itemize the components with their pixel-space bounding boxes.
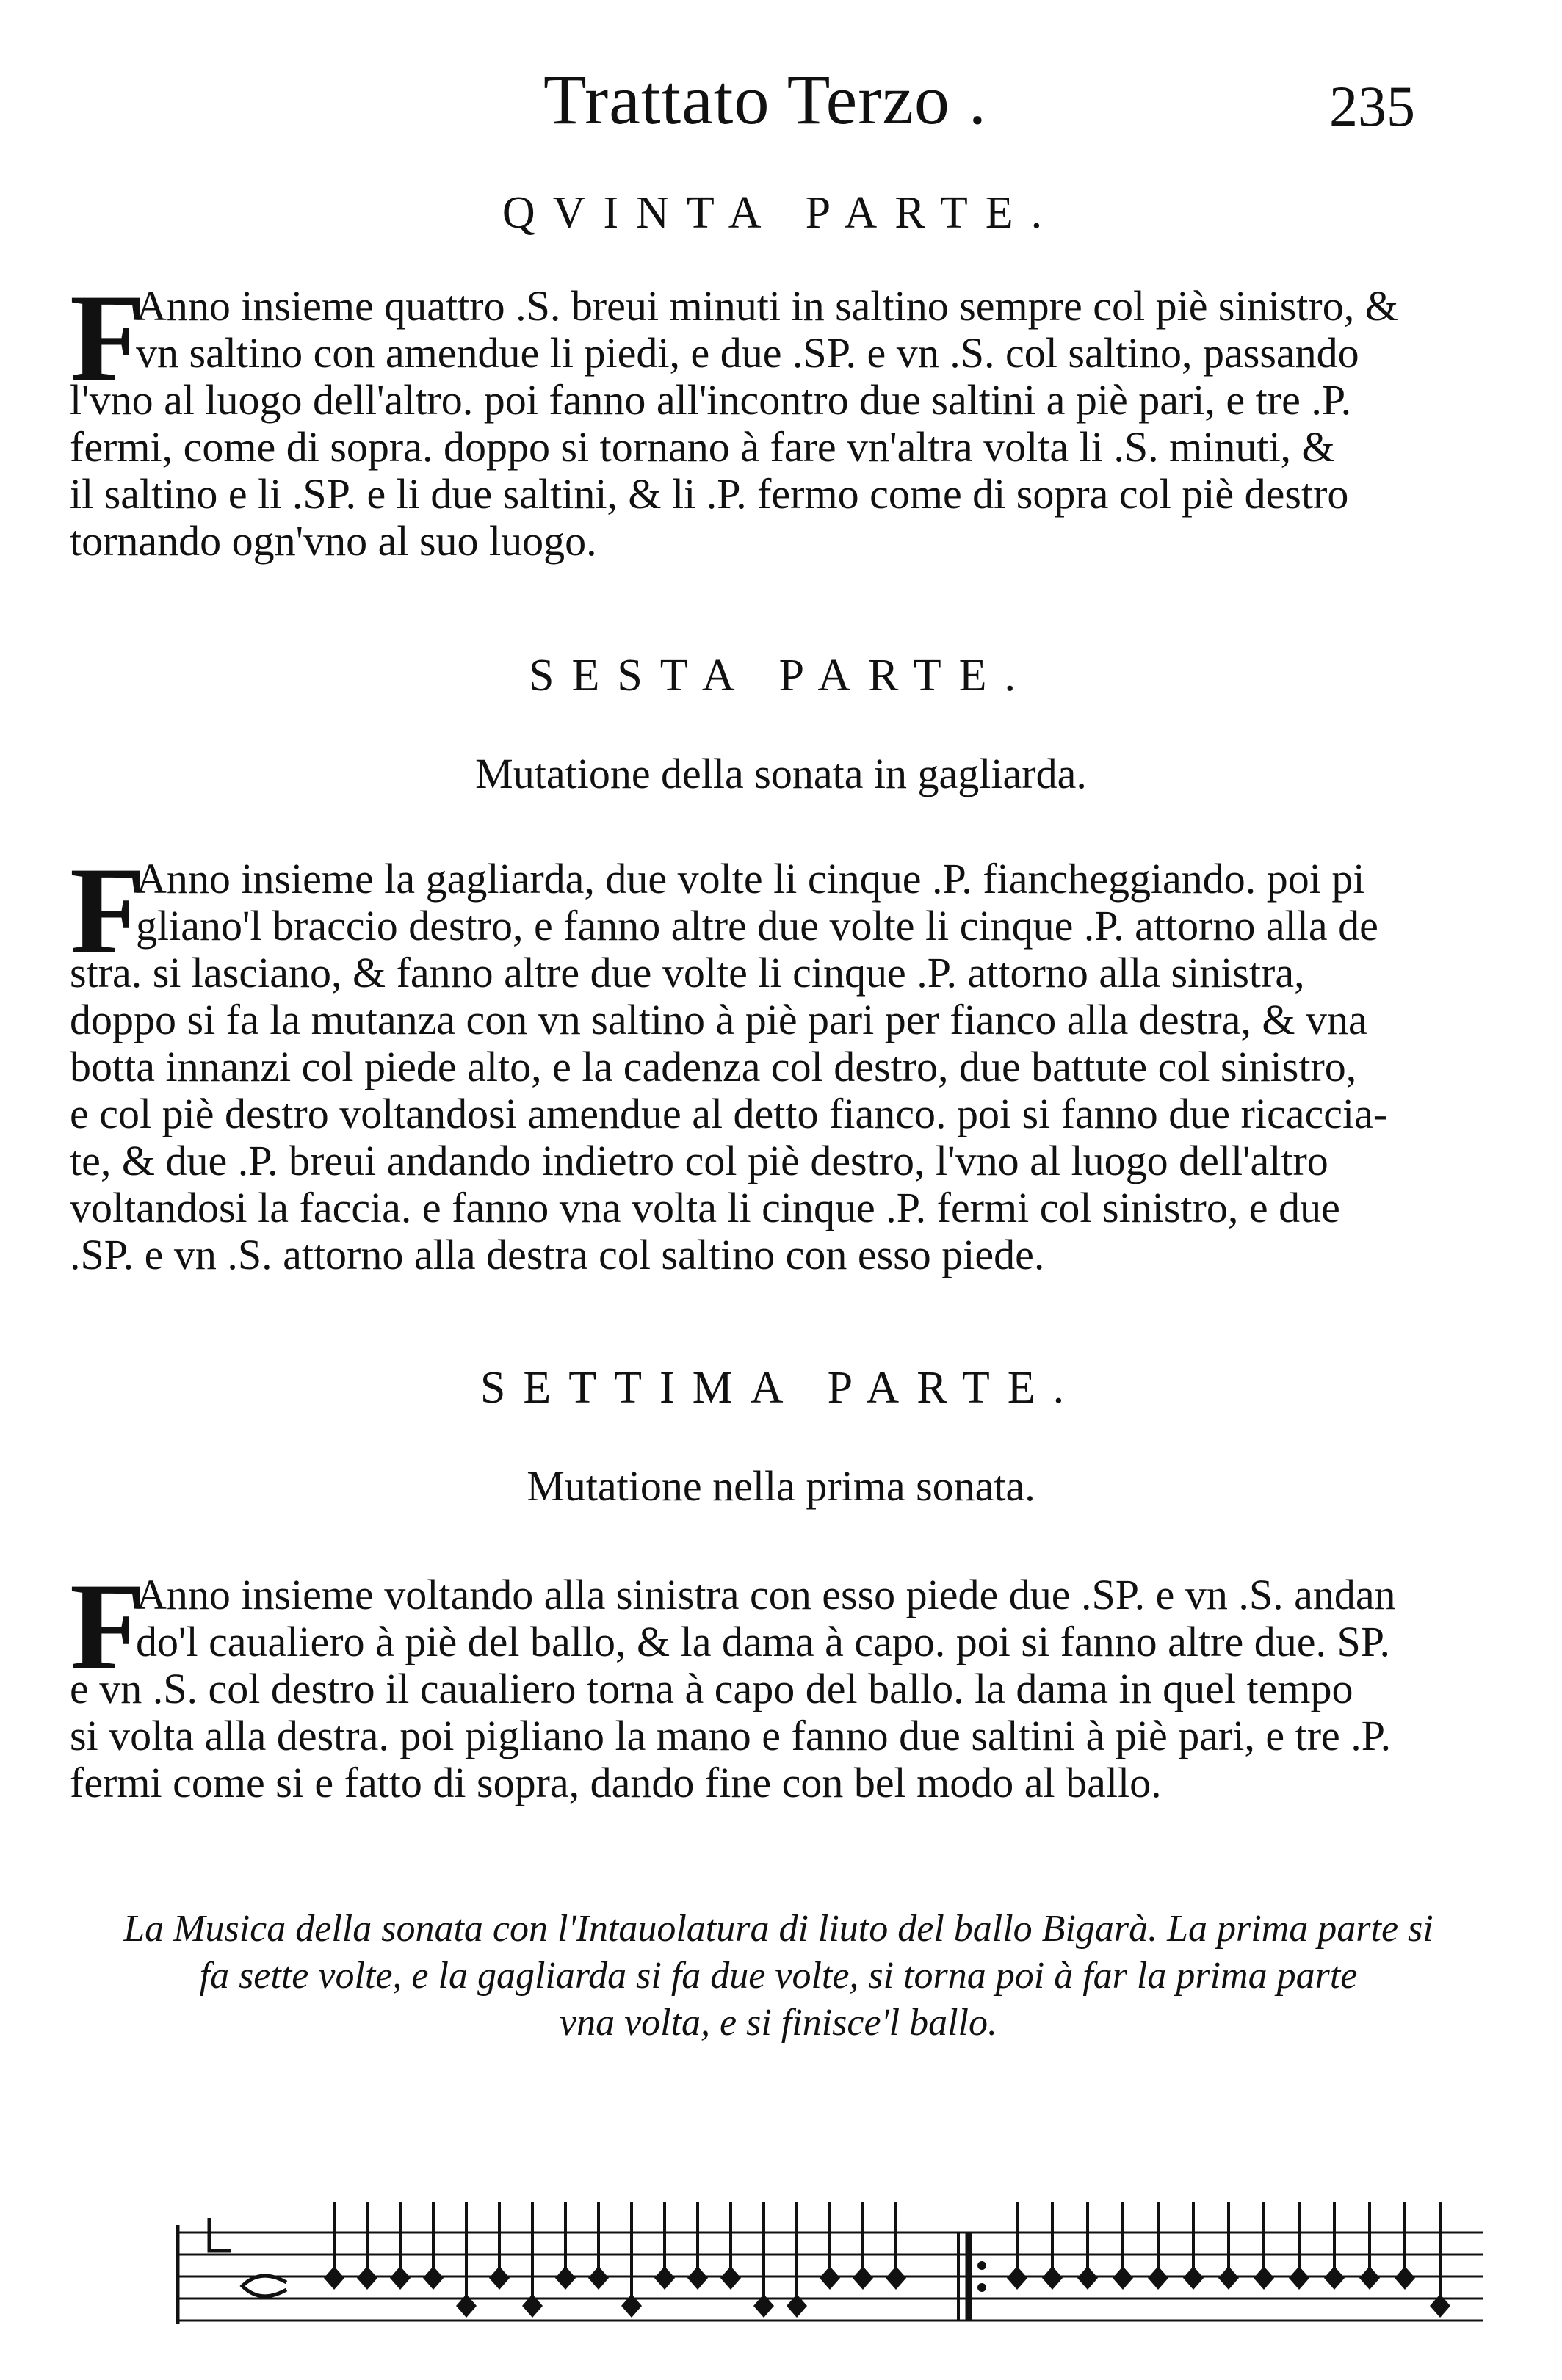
text-line: l'vno al luogo dell'altro. poi fanno all'incontro due saltini a piè pari, e tre .P. (70, 377, 1352, 424)
note-b5-head (1148, 2266, 1168, 2290)
note-b2-head (1042, 2266, 1063, 2290)
paragraph-settima (70, 1558, 1472, 1806)
text-line: il saltino e li .SP. e li due saltini, & li .P. fermo come di sopra col piè destro (70, 471, 1349, 518)
note-b3-head (1077, 2266, 1098, 2290)
caption-line: fa sette volte, e la gagliarda si fa due volte, si torna poi à far la prima parte (199, 1955, 1358, 1997)
note-b6-head (1183, 2266, 1204, 2290)
text-line: Anno insieme la gagliarda, due volte li cinque .P. fiancheggiando. poi pi (136, 856, 1365, 903)
text-line: Anno insieme quattro .S. breui minuti in saltino sempre col piè sinistro, & (136, 283, 1398, 330)
note-a16-head (820, 2266, 840, 2290)
page-header (0, 51, 1562, 147)
drop-cap: F (70, 1558, 146, 1696)
note-b10-head (1324, 2266, 1345, 2290)
note-b9-head (1289, 2266, 1309, 2290)
text-line: gliano'l braccio destro, e fanno altre due volte li cinque .P. attorno alla de (136, 903, 1378, 950)
note-a4-head (423, 2266, 444, 2290)
note-a12-head (687, 2266, 708, 2290)
section-subheading-settima: Mutatione nella prima sonata. (527, 1462, 1035, 1510)
text-line: si volta alla destra. poi pigliano la mano e fanno due saltini à piè pari, e tre .P. (70, 1712, 1392, 1759)
note-a11-head (654, 2266, 675, 2290)
music-caption (73, 1906, 1483, 2047)
text-line: botta innanzi col piede alto, e la cadenza col destro, due battute col sinistro, (70, 1043, 1357, 1090)
note-a17-head (853, 2266, 873, 2290)
section-heading-settima: SETTIMA PARTE. (480, 1363, 1082, 1413)
note-b7-head (1218, 2266, 1239, 2290)
paragraph-sesta (70, 842, 1472, 1278)
note-b11-head (1359, 2266, 1380, 2290)
text-line: e vn .S. col destro il caualiero torna à capo del ballo. la dama in quel tempo (70, 1665, 1353, 1712)
note-a1-head (324, 2266, 344, 2290)
note-a18-head (886, 2266, 906, 2290)
text-line: do'l caualiero à piè del ballo, & la dama à capo. poi si fanno altre due. SP. (136, 1618, 1391, 1665)
text-line: vn saltino con amendue li piedi, e due .SP. e vn .S. col saltino, passando (136, 330, 1359, 377)
text-line: te, & due .P. breui andando indietro col piè destro, l'vno al luogo dell'altro (70, 1137, 1328, 1184)
repeat-dot-lower (977, 2283, 986, 2292)
drop-cap: F (70, 269, 146, 407)
note-b4-head (1113, 2266, 1133, 2290)
time-signature (242, 2276, 286, 2296)
note-a9-head (588, 2266, 609, 2290)
paragraph-quinta (70, 269, 1472, 565)
section-subheading-sesta: Mutatione della sonata in gagliarda. (475, 750, 1087, 797)
note-a13-head (720, 2266, 741, 2290)
text-line: tornando ogn'vno al suo luogo. (70, 518, 597, 565)
text-line: Anno insieme voltando alla sinistra con esso piede due .SP. e vn .S. andan (136, 1571, 1396, 1618)
text-line: .SP. e vn .S. attorno alla destra col saltino con esso piede. (70, 1231, 1045, 1278)
text-line: voltandosi la faccia. e fanno vna volta li cinque .P. fermi col sinistro, e due (70, 1184, 1340, 1231)
text-line: stra. si lasciano, & fanno altre due volte li cinque .P. attorno alla sinistra, (70, 950, 1305, 997)
text-line: doppo si fa la mutanza con vn saltino à piè pari per fianco alla destra, & vna (70, 997, 1367, 1043)
running-title: Trattato Terzo . (543, 60, 987, 139)
note-a2-head (357, 2266, 377, 2290)
lute-tablature (176, 2196, 1498, 2350)
caption-line: vna volta, e si finisce'l ballo. (559, 2002, 998, 2044)
note-a6-head (489, 2266, 510, 2290)
clef-sign (209, 2218, 231, 2251)
note-a8-head (555, 2266, 576, 2290)
note-b12-head (1395, 2266, 1415, 2290)
tablature-staff (176, 2196, 1498, 2350)
text-line: e col piè destro voltandosi amendue al detto fianco. poi si fanno due ricaccia- (70, 1090, 1388, 1137)
section-heading-sesta: SESTA PARTE. (528, 651, 1034, 701)
text-line: fermi come si e fatto di sopra, dando fine con bel modo al ballo. (70, 1759, 1162, 1806)
note-a3-head (390, 2266, 411, 2290)
note-b8-head (1254, 2266, 1274, 2290)
section-heading-quinta: QVINTA PARTE. (502, 188, 1060, 238)
text-line: fermi, come di sopra. doppo si tornano à fare vn'altra volta li .S. minuti, & (70, 424, 1335, 471)
repeat-dot-upper (977, 2261, 986, 2270)
note-b1-head (1007, 2266, 1027, 2290)
page-number: 235 (1329, 74, 1415, 138)
caption-line: La Musica della sonata con l'Intauolatura di liuto del ballo Bigarà. La prima parte si (123, 1908, 1433, 1950)
drop-cap: F (70, 842, 146, 980)
